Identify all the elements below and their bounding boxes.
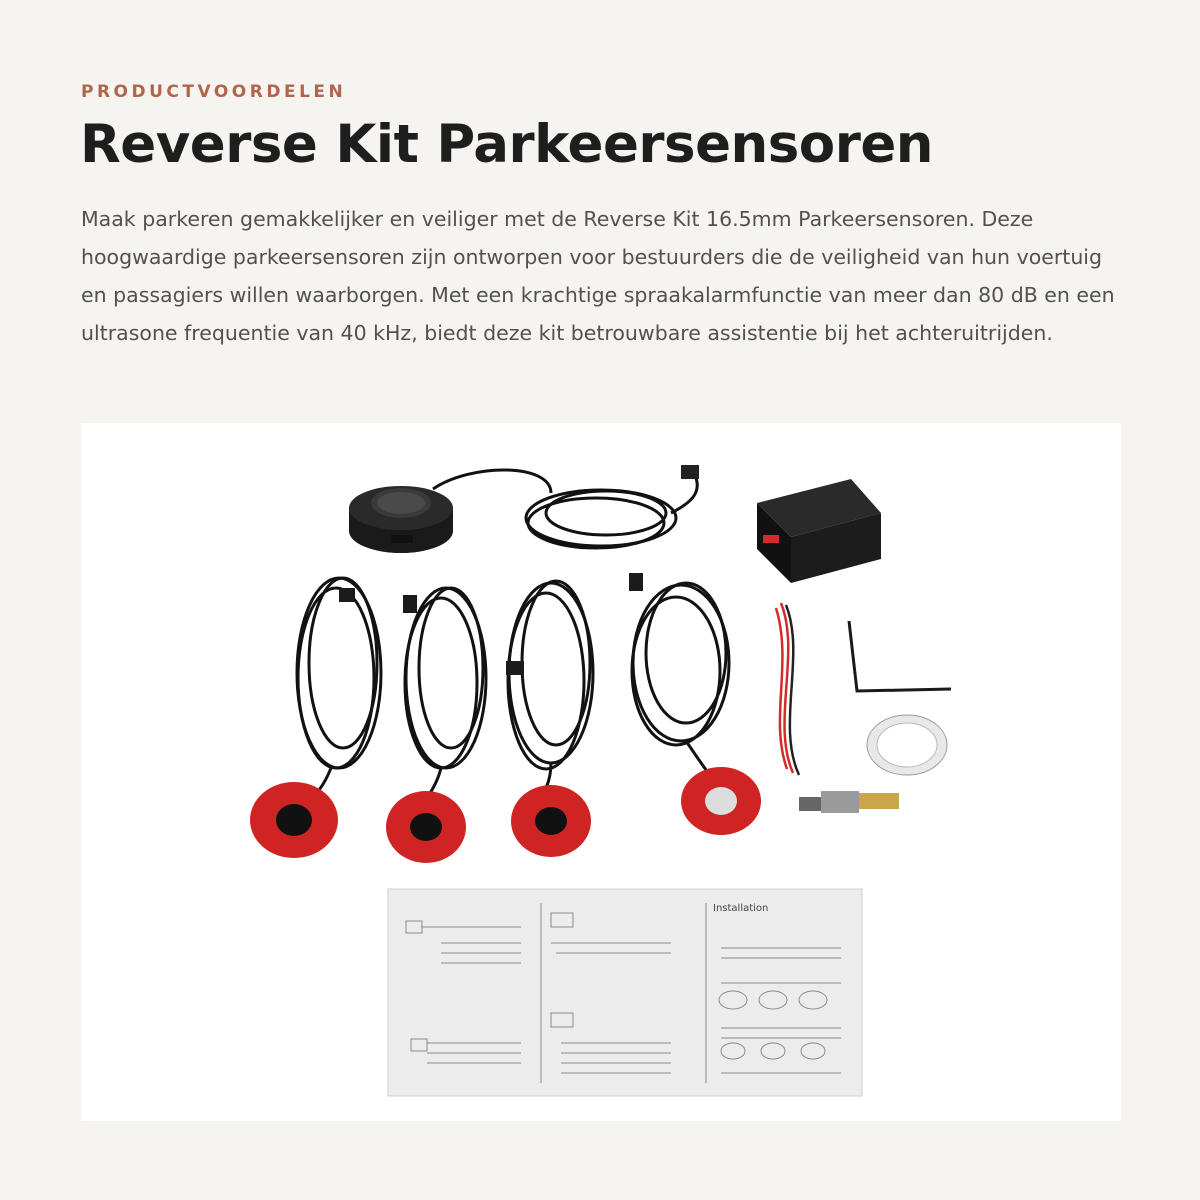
power-wire — [776, 603, 799, 775]
hole-saw-drill — [799, 791, 899, 813]
sensor-1 — [250, 782, 338, 858]
section-eyebrow: PRODUCTVOORDELEN — [81, 82, 347, 102]
sensor-4 — [681, 767, 761, 835]
buzzer-speaker — [349, 486, 453, 553]
adhesive-tape-roll — [867, 715, 947, 775]
control-unit-box — [757, 479, 881, 583]
ultrasonic-sensors — [250, 767, 761, 863]
instruction-manual — [388, 889, 862, 1096]
hex-key — [849, 621, 951, 691]
section-title: Reverse Kit Parkeersensoren — [80, 114, 934, 175]
product-photo — [81, 423, 1121, 1121]
sensor-cable-coils — [296, 578, 729, 805]
section-description: Maak parkeren gemakkelijker en veiliger met de Reverse Kit 16.5mm Parkeersensoren. Deze hoogwaardige parkeersensoren zijn ontworpen voor bestuurders die de veiligheid van hun voertuig en passagiers willen waarborgen. Met een krachtige spraakalarmfunctie van meer dan 80 dB en een ultrasone frequentie van 40 kHz, biedt deze kit betrouwbare assistentie bij het achteruitrijden. — [81, 207, 1115, 345]
buzzer-cable — [433, 470, 697, 548]
cable-connectors — [339, 573, 643, 675]
manual-heading: Installation — [713, 903, 769, 914]
sensor-3 — [511, 785, 591, 857]
sensor-2 — [386, 791, 466, 863]
